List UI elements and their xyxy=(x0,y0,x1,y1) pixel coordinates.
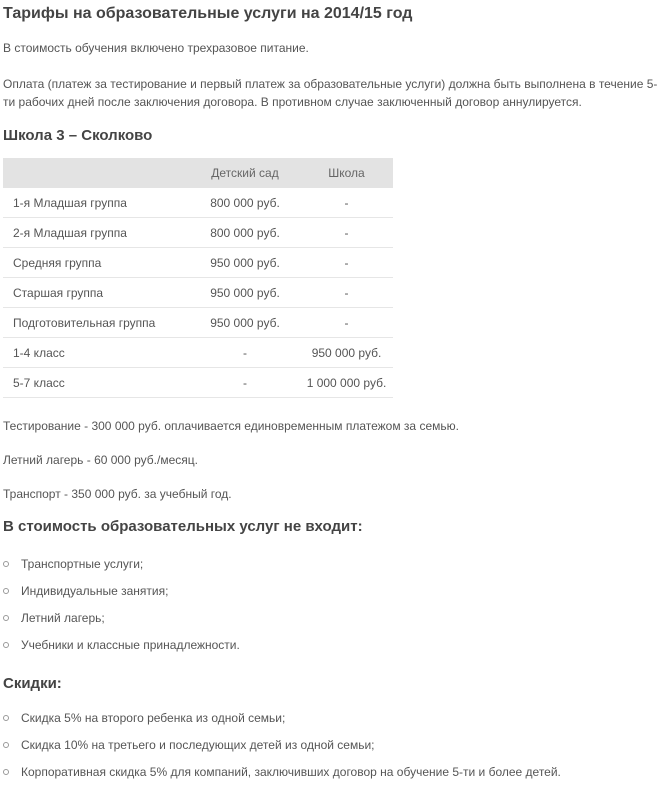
header-school: Школа xyxy=(300,158,393,188)
row-kindergarten-price: 800 000 руб. xyxy=(190,188,300,218)
payment-note: Оплата (платеж за тестирование и первый платеж за образовательные услуги) должна быть выполнена в течение 5-ти рабочих дней после заключения договора. В противном случае заключенный договор аннулируется. xyxy=(3,77,658,109)
testing-note: Тестирование - 300 000 руб. оплачивается единовременным платежом за семью. xyxy=(3,419,459,433)
list-item xyxy=(3,555,240,582)
list-item xyxy=(3,709,561,736)
row-school-price: - xyxy=(300,218,393,248)
row-school-price: - xyxy=(300,188,393,218)
row-kindergarten-price: 950 000 руб. xyxy=(190,308,300,338)
row-school-price: - xyxy=(300,308,393,338)
table-row xyxy=(3,338,393,368)
bullet-icon xyxy=(3,715,9,721)
row-name: 2-я Младшая группа xyxy=(3,218,190,248)
header-kindergarten: Детский сад xyxy=(190,158,300,188)
table-row xyxy=(3,368,393,398)
camp-note: Летний лагерь - 60 000 руб./месяц. xyxy=(3,453,198,467)
row-kindergarten-price: - xyxy=(190,368,300,398)
row-kindergarten-price: 950 000 руб. xyxy=(190,248,300,278)
list-item-text: Транспортные услуги; xyxy=(21,557,144,571)
list-item-text: Учебники и классные принадлежности. xyxy=(21,638,240,652)
row-name: Подготовительная группа xyxy=(3,308,190,338)
discounts-list xyxy=(3,709,561,790)
row-name: 5-7 класс xyxy=(3,368,190,398)
transport-note: Транспорт - 350 000 руб. за учебный год. xyxy=(3,487,232,501)
row-name: Старшая группа xyxy=(3,278,190,308)
list-item xyxy=(3,736,561,763)
list-item xyxy=(3,582,240,609)
bullet-icon xyxy=(3,642,9,648)
row-name: 1-4 класс xyxy=(3,338,190,368)
discounts-heading: Скидки: xyxy=(3,675,62,692)
row-school-price: - xyxy=(300,248,393,278)
row-kindergarten-price: - xyxy=(190,338,300,368)
school-heading: Школа 3 – Сколково xyxy=(3,127,153,144)
row-school-price: 1 000 000 руб. xyxy=(300,368,393,398)
table-row xyxy=(3,188,393,218)
header-empty xyxy=(3,158,190,188)
bullet-icon xyxy=(3,615,9,621)
row-name: 1-я Младшая группа xyxy=(3,188,190,218)
table-header-row xyxy=(3,158,393,188)
table-row xyxy=(3,248,393,278)
bullet-icon xyxy=(3,769,9,775)
row-name: Средняя группа xyxy=(3,248,190,278)
tariffs-table xyxy=(3,158,393,398)
bullet-icon xyxy=(3,588,9,594)
table-row xyxy=(3,308,393,338)
page-title: Тарифы на образовательные услуги на 2014/15 год xyxy=(3,5,413,22)
row-kindergarten-price: 950 000 руб. xyxy=(190,278,300,308)
meals-note: В стоимость обучения включено трехразовое питание. xyxy=(3,41,309,55)
list-item-text: Летний лагерь; xyxy=(21,611,105,625)
table-row xyxy=(3,278,393,308)
list-item xyxy=(3,636,240,663)
list-item xyxy=(3,609,240,636)
excluded-heading: В стоимость образовательных услуг не входит: xyxy=(3,518,363,535)
row-school-price: - xyxy=(300,278,393,308)
list-item-text: Скидка 5% на второго ребенка из одной семьи; xyxy=(21,711,286,725)
row-kindergarten-price: 800 000 руб. xyxy=(190,218,300,248)
bullet-icon xyxy=(3,561,9,567)
row-school-price: 950 000 руб. xyxy=(300,338,393,368)
list-item-text: Индивидуальные занятия; xyxy=(21,584,169,598)
bullet-icon xyxy=(3,742,9,748)
excluded-list xyxy=(3,555,240,663)
table-row xyxy=(3,218,393,248)
list-item xyxy=(3,763,561,790)
list-item-text: Скидка 10% на третьего и последующих детей из одной семьи; xyxy=(21,738,375,752)
list-item-text: Корпоративная скидка 5% для компаний, заключивших договор на обучение 5-ти и более детей. xyxy=(21,765,561,779)
